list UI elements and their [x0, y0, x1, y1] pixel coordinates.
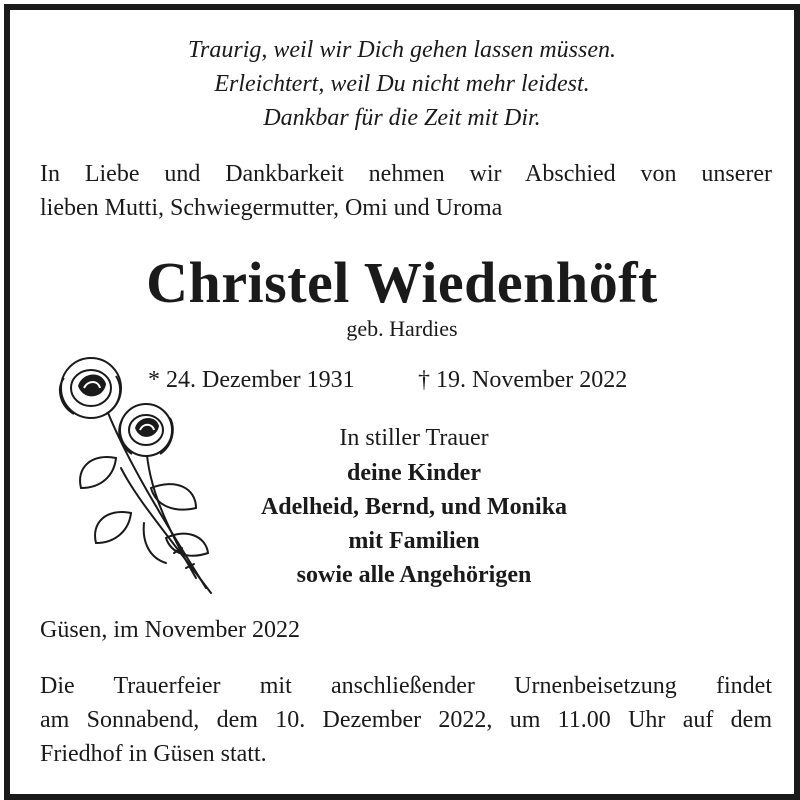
mourners-families: mit Familien — [348, 528, 480, 554]
ceremony-line-2: am Sonnabend, dem 10. Dezember 2022, um 11.00 Uhr auf dem — [40, 707, 772, 733]
birth-date: * 24. Dezember 1931 — [148, 367, 355, 393]
ceremony-line-3: Friedhof in Güsen statt. — [40, 741, 267, 767]
poem-line-2: Erleichtert, weil Du nicht mehr leidest. — [214, 71, 590, 97]
maiden-name: geb. Hardies — [346, 316, 458, 341]
death-date: † 19. November 2022 — [418, 367, 628, 393]
obituary-notice — [4, 4, 800, 800]
poem-line-1: Traurig, weil wir Dich gehen lassen müssen. — [187, 37, 616, 63]
intro-line-2: lieben Mutti, Schwiegermutter, Omi und Uroma — [40, 195, 503, 221]
poem-line-3: Dankbar für die Zeit mit Dir. — [263, 105, 541, 131]
mourning-heading: In stiller Trauer — [339, 425, 489, 451]
place-and-date: Güsen, im November 2022 — [40, 617, 300, 643]
mourners-names: Adelheid, Bernd, und Monika — [260, 494, 568, 520]
mourners-relatives: sowie alle Angehörigen — [296, 562, 532, 588]
ceremony-line-1: Die Trauerfeier mit anschließender Urnenbeisetzung findet — [40, 673, 772, 699]
intro-line-1: In Liebe und Dankbarkeit nehmen wir Abschied von unserer — [40, 161, 772, 187]
deceased-name: Christel Wiedenhöft — [146, 250, 658, 315]
mourners-children: deine Kinder — [346, 460, 481, 486]
